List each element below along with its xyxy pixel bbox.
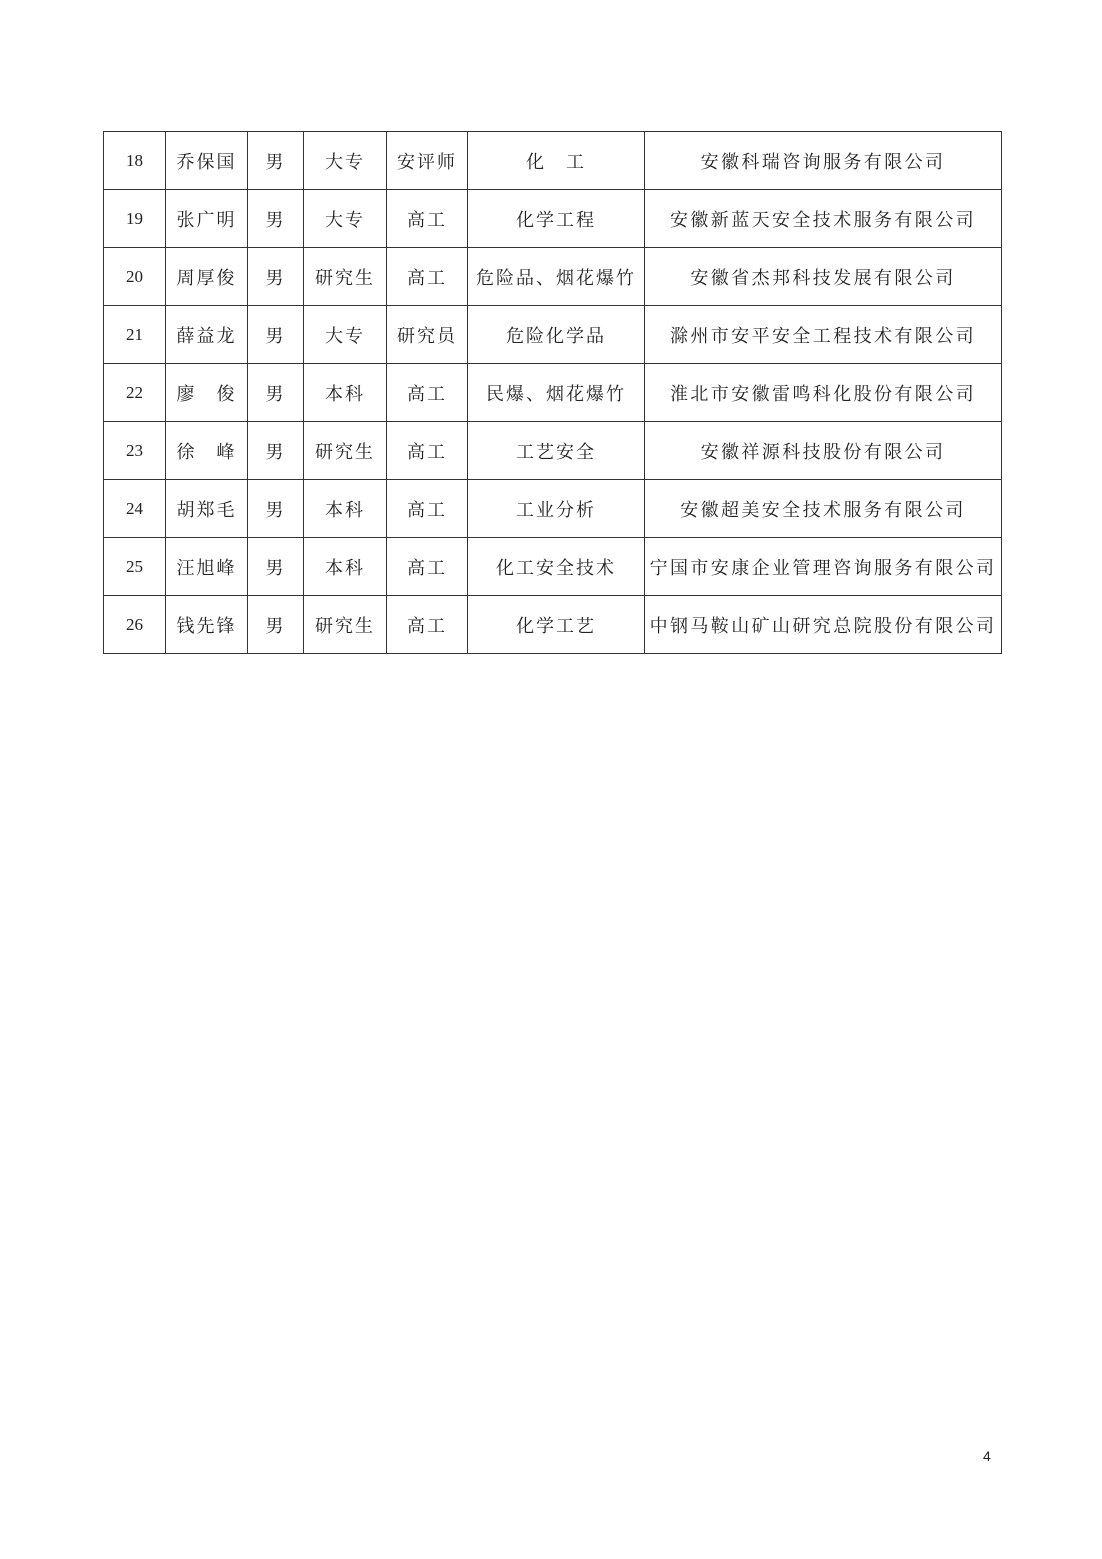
professional-title-cell: 高工 bbox=[387, 538, 468, 596]
specialty-cell: 化学工程 bbox=[468, 190, 645, 248]
person-name-cell: 钱先锋 bbox=[166, 596, 248, 654]
gender-cell: 男 bbox=[248, 422, 304, 480]
page-number: 4 bbox=[983, 1448, 991, 1464]
education-cell: 本科 bbox=[304, 364, 387, 422]
person-name-cell: 乔保国 bbox=[166, 132, 248, 190]
row-number-cell: 26 bbox=[104, 596, 166, 654]
education-cell: 本科 bbox=[304, 538, 387, 596]
professional-title-cell: 研究员 bbox=[387, 306, 468, 364]
education-cell: 研究生 bbox=[304, 248, 387, 306]
table-row bbox=[104, 480, 1002, 538]
table-row bbox=[104, 596, 1002, 654]
professional-title-cell: 高工 bbox=[387, 248, 468, 306]
specialty-cell: 民爆、烟花爆竹 bbox=[468, 364, 645, 422]
table-row bbox=[104, 422, 1002, 480]
row-number-cell: 21 bbox=[104, 306, 166, 364]
organization-cell: 安徽省杰邦科技发展有限公司 bbox=[645, 248, 1002, 306]
specialty-cell: 工业分析 bbox=[468, 480, 645, 538]
person-name-cell: 张广明 bbox=[166, 190, 248, 248]
table-row bbox=[104, 132, 1002, 190]
person-name-cell: 薛益龙 bbox=[166, 306, 248, 364]
education-cell: 研究生 bbox=[304, 596, 387, 654]
row-number-cell: 25 bbox=[104, 538, 166, 596]
expert-table bbox=[103, 131, 1002, 654]
education-cell: 大专 bbox=[304, 190, 387, 248]
organization-cell: 淮北市安徽雷鸣科化股份有限公司 bbox=[645, 364, 1002, 422]
professional-title-cell: 高工 bbox=[387, 422, 468, 480]
gender-cell: 男 bbox=[248, 480, 304, 538]
row-number-cell: 20 bbox=[104, 248, 166, 306]
education-cell: 研究生 bbox=[304, 422, 387, 480]
organization-cell: 安徽新蓝天安全技术服务有限公司 bbox=[645, 190, 1002, 248]
professional-title-cell: 高工 bbox=[387, 190, 468, 248]
specialty-cell: 化 工 bbox=[468, 132, 645, 190]
specialty-cell: 化工安全技术 bbox=[468, 538, 645, 596]
table-row bbox=[104, 538, 1002, 596]
gender-cell: 男 bbox=[248, 132, 304, 190]
person-name-cell: 周厚俊 bbox=[166, 248, 248, 306]
education-cell: 大专 bbox=[304, 132, 387, 190]
organization-cell: 安徽超美安全技术服务有限公司 bbox=[645, 480, 1002, 538]
specialty-cell: 危险品、烟花爆竹 bbox=[468, 248, 645, 306]
organization-cell: 安徽科瑞咨询服务有限公司 bbox=[645, 132, 1002, 190]
specialty-cell: 危险化学品 bbox=[468, 306, 645, 364]
gender-cell: 男 bbox=[248, 538, 304, 596]
person-name-cell: 廖 俊 bbox=[166, 364, 248, 422]
professional-title-cell: 高工 bbox=[387, 364, 468, 422]
row-number-cell: 18 bbox=[104, 132, 166, 190]
specialty-cell: 工艺安全 bbox=[468, 422, 645, 480]
person-name-cell: 徐 峰 bbox=[166, 422, 248, 480]
education-cell: 大专 bbox=[304, 306, 387, 364]
organization-cell: 安徽祥源科技股份有限公司 bbox=[645, 422, 1002, 480]
row-number-cell: 23 bbox=[104, 422, 166, 480]
gender-cell: 男 bbox=[248, 306, 304, 364]
specialty-cell: 化学工艺 bbox=[468, 596, 645, 654]
gender-cell: 男 bbox=[248, 248, 304, 306]
table-row bbox=[104, 248, 1002, 306]
gender-cell: 男 bbox=[248, 364, 304, 422]
person-name-cell: 汪旭峰 bbox=[166, 538, 248, 596]
gender-cell: 男 bbox=[248, 596, 304, 654]
organization-cell: 中钢马鞍山矿山研究总院股份有限公司 bbox=[645, 596, 1002, 654]
professional-title-cell: 安评师 bbox=[387, 132, 468, 190]
row-number-cell: 19 bbox=[104, 190, 166, 248]
person-name-cell: 胡郑毛 bbox=[166, 480, 248, 538]
table-row bbox=[104, 190, 1002, 248]
table-body bbox=[104, 132, 1002, 654]
gender-cell: 男 bbox=[248, 190, 304, 248]
professional-title-cell: 高工 bbox=[387, 480, 468, 538]
organization-cell: 宁国市安康企业管理咨询服务有限公司 bbox=[645, 538, 1002, 596]
row-number-cell: 24 bbox=[104, 480, 166, 538]
row-number-cell: 22 bbox=[104, 364, 166, 422]
professional-title-cell: 高工 bbox=[387, 596, 468, 654]
education-cell: 本科 bbox=[304, 480, 387, 538]
table-row bbox=[104, 306, 1002, 364]
organization-cell: 滁州市安平安全工程技术有限公司 bbox=[645, 306, 1002, 364]
table-row bbox=[104, 364, 1002, 422]
